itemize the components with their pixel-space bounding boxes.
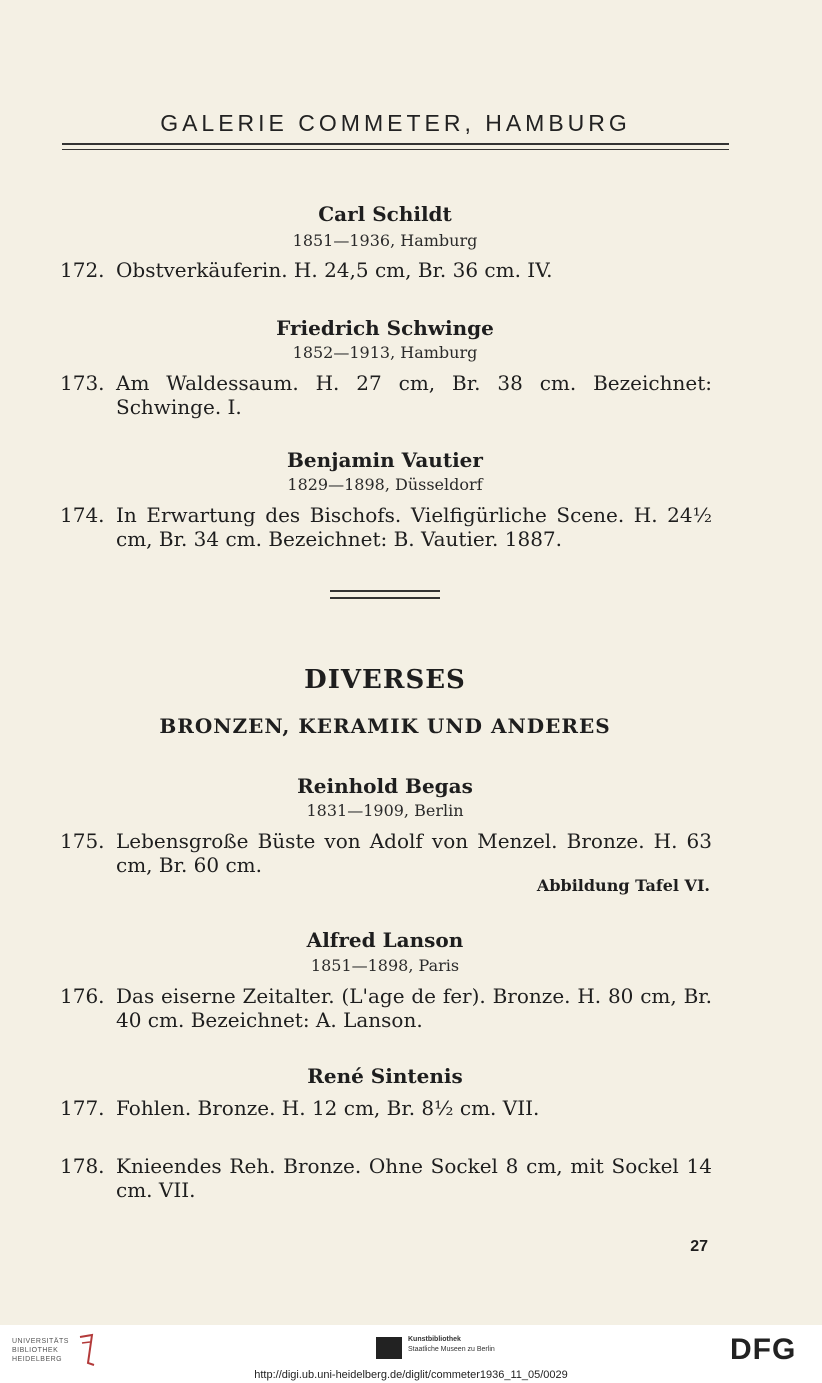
section-separator: [330, 590, 440, 599]
entry-number: 177.: [60, 1096, 105, 1120]
ub-heidelberg-logo-text: UNIVERSITÄTS BIBLIOTHEK HEIDELBERG: [12, 1338, 69, 1363]
entry-text: Fohlen. Bronze. H. 12 cm, Br. 8½ cm. VII.: [116, 1096, 540, 1120]
entry-text: Obstverkäuferin. H. 24,5 cm, Br. 36 cm. IV.: [116, 258, 553, 282]
entry-text: In Erwartung des Bischofs. Vielfigürliche Scene. H. 24½ cm, Br. 34 cm. Bezeichnet: B. Vautier. 1887.: [116, 503, 712, 551]
artist-name: Reinhold Begas: [297, 774, 473, 798]
plate-reference: Abbildung Tafel VI.: [536, 876, 710, 895]
artist-name: Alfred Lanson: [306, 928, 464, 952]
entry-text: Das eiserne Zeitalter. (L'age de fer). Bronze. H. 80 cm, Br. 40 cm. Bezeichnet: A. Lanson.: [116, 984, 712, 1032]
entry-number: 176.: [60, 984, 105, 1008]
artist-dates: 1851—1898, Paris: [310, 956, 460, 975]
kb-subtitle: Staatliche Museen zu Berlin: [408, 1346, 495, 1353]
section-subtitle: BRONZEN, KERAMIK UND ANDERES: [159, 714, 611, 738]
source-url[interactable]: http://digi.ub.uni-heidelberg.de/diglit/commeter1936_11_05/0029: [254, 1369, 568, 1381]
header-rule: [62, 143, 729, 150]
page-header: GALERIE COMMETER, HAMBURG: [160, 110, 631, 136]
dfg-logo: DFG: [730, 1333, 797, 1366]
artist-name: Carl Schildt: [318, 202, 452, 226]
artist-dates: 1851—1936, Hamburg: [292, 231, 478, 250]
entry-number: 175.: [60, 829, 105, 853]
kunstbibliothek-logo-text: [408, 1335, 538, 1355]
entry-text: Knieendes Reh. Bronze. Ohne Sockel 8 cm, mit Sockel 14 cm. VII.: [116, 1154, 712, 1202]
kunstbibliothek-logo-icon: [376, 1337, 402, 1359]
ub-heidelberg-logo-icon: [76, 1333, 98, 1367]
kb-name: Kunstbibliothek: [408, 1336, 461, 1343]
entry-number: 174.: [60, 503, 105, 527]
entry-text: Am Waldessaum. H. 27 cm, Br. 38 cm. Bezeichnet: Schwinge. I.: [116, 371, 712, 419]
artist-dates: 1829—1898, Düsseldorf: [287, 475, 483, 494]
artist-name: René Sintenis: [307, 1064, 463, 1088]
entry-number: 178.: [60, 1154, 105, 1178]
entry-text: Lebensgroße Büste von Adolf von Menzel. Bronze. H. 63 cm, Br. 60 cm.: [116, 829, 712, 877]
artist-dates: 1852—1913, Hamburg: [292, 343, 478, 362]
section-title: DIVERSES: [304, 665, 466, 695]
page-number: 27: [690, 1238, 708, 1255]
artist-name: Friedrich Schwinge: [276, 316, 494, 340]
entry-number: 172.: [60, 258, 105, 282]
entry-number: 173.: [60, 371, 105, 395]
artist-name: Benjamin Vautier: [287, 448, 483, 472]
artist-dates: 1831—1909, Berlin: [306, 801, 464, 820]
digitization-footer: [0, 1325, 822, 1383]
